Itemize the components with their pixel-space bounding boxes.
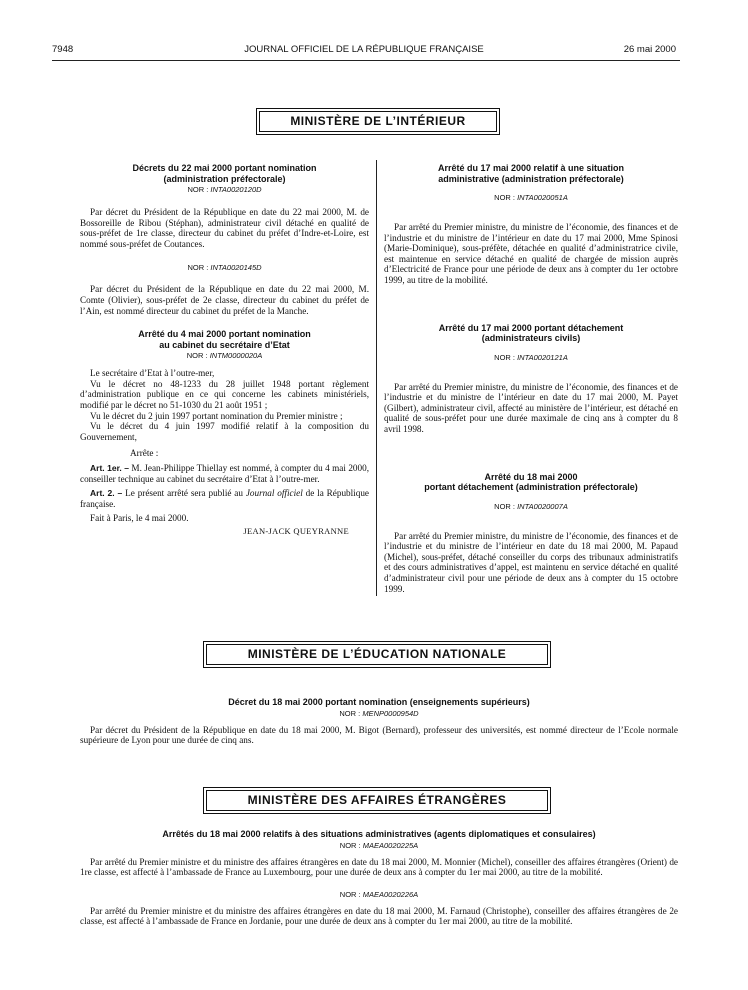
arrete-text: Par arrêté du Premier ministre, du ministre de l’économie, des finances et de l’industrie et du ministre de l’intérieur en date du 17 mai 2000, M. Payet (Gilbert), administrateur civil, affecté au ministère de l’intérieur, est détaché en qualité de sous-préfet pour une durée maximale de cinq ans à compter du 8 avril 1998. bbox=[384, 381, 678, 434]
column-divider bbox=[376, 160, 377, 596]
arrete-paragraph: Le secrétaire d’Etat à l’outre-mer, bbox=[90, 368, 215, 379]
arrete-title bbox=[384, 472, 678, 493]
arrete-title-line: au cabinet du secrétaire d’Etat bbox=[159, 339, 290, 350]
nor-reference: NOR : INTA0020145D bbox=[187, 263, 262, 273]
ministry-title: MINISTÈRE DES AFFAIRES ÉTRANGÈRES bbox=[206, 790, 548, 811]
arrete-text: Par arrêté du Premier ministre, du ministre de l’économie, des finances et de l’industrie et du ministre de l’intérieur en date du 17 mai 2000, Mme Spinosi (Marie-Dominique), sous-préfète, détachée en qualité d’administratrice civile, est maintenue en service détaché en qualité de chargée de mission auprès d’Electricité de France pour une période de deux ans à compter du 1er octobre 1999, au titre de la mobilité. bbox=[384, 222, 678, 285]
arrete-title-line: administrative (administration préfectorale) bbox=[438, 173, 624, 184]
article-1: Art. 1er. – M. Jean-Philippe Thiellay est nommé, à compter du 4 mai 2000, conseiller technique au cabinet du secrétaire d’Etat à l’outre-mer. bbox=[80, 462, 369, 484]
decree-text: Par décret du Président de la République en date du 18 mai 2000, M. Bigot (Bernard), professeur des universités, est nommé directeur de l’Ecole normale supérieure de Lyon pour une durée de cinq ans. bbox=[80, 724, 678, 746]
arrete-text: Par arrêté du Premier ministre, du ministre de l’économie, des finances et de l’industrie et du ministre de l’intérieur en date du 18 mai 2000, M. Papaud (Michel), sous-préfet, détaché conseiller du corps des tribunaux administratifs et des cours administratives d’appel, est maintenu en service détaché en qualité d’administrateur civil pour une période de deux ans à compter du 15 octobre 1999. bbox=[384, 530, 678, 594]
ministry-title: MINISTÈRE DE L’INTÉRIEUR bbox=[259, 111, 497, 132]
arrete-text: Par arrêté du Premier ministre et du ministre des affaires étrangères en date du 18 mai 2000, M. Monnier (Michel), conseiller des affaires étrangères (Orient) de 1re classe, est affecté à l’ambassade de France au Luxembourg, pour une durée de deux ans à compter du 1er mai 2000, au titre de la mobilité. bbox=[80, 856, 678, 878]
arrete-paragraph: Vu le décret du 2 juin 1997 portant nomination du Premier ministre ; bbox=[90, 410, 343, 421]
signature-name: JEAN-JACK QUEYRANNE bbox=[243, 525, 349, 536]
arrete-title-line: Arrêté du 17 mai 2000 portant détachement bbox=[438, 322, 624, 333]
nor-reference: NOR : INTA0020120D bbox=[187, 185, 262, 194]
decree-text: Par décret du Président de la République en date du 22 mai 2000, M. de Bossoreille de Ribou (Stéphan), administrateur civil détaché en qualité de sous-préfet de 1re classe, directeur du cabinet du préfet d’Indre-et-Loire, est nommé sous-préfet de Coutances. bbox=[80, 207, 369, 249]
education-section bbox=[80, 697, 678, 746]
arrete-title-line: (administrateurs civils) bbox=[481, 333, 581, 344]
arrete-paragraph: Vu le décret no 48-1233 du 28 juillet 1948 portant règlement d’administration publique en ce qui concerne les cabinets ministériels, modifié par le décret no 51-1030 du 21 août 1951 ; bbox=[80, 378, 369, 410]
decree-title-line: (administration préfectorale) bbox=[163, 173, 286, 184]
nor-reference: NOR : INTA0020121A bbox=[494, 352, 568, 362]
ministry-title: MINISTÈRE DE L’ÉDUCATION NATIONALE bbox=[206, 644, 548, 665]
etrangeres-section bbox=[80, 829, 678, 927]
arrete-title bbox=[384, 163, 678, 184]
nor-reference: NOR : MAEA0020225A bbox=[339, 840, 419, 850]
arrete-word: Arrête : bbox=[130, 448, 159, 459]
ministry-heading-education bbox=[203, 641, 551, 668]
left-column bbox=[80, 163, 369, 536]
arrete-title bbox=[384, 323, 678, 344]
decree-text: Par décret du Président de la République en date du 22 mai 2000, M. Comte (Olivier), sous-préfet de 2e classe, directeur du cabinet du préfet de l’Ain, est nommé directeur du cabinet du préfet de la Manche. bbox=[80, 284, 369, 316]
page-number: 7948 bbox=[52, 44, 74, 55]
arrete-title-line: Arrêté du 18 mai 2000 bbox=[484, 471, 578, 482]
ministry-heading-etrangeres bbox=[203, 787, 551, 814]
decree-title bbox=[80, 163, 369, 184]
nor-reference: NOR : MENP0000954D bbox=[339, 708, 419, 718]
arrete-title-line: portant détachement (administration préfectorale) bbox=[424, 482, 638, 493]
signing-place-date: Fait à Paris, le 4 mai 2000. bbox=[90, 513, 189, 524]
issue-date: 26 mai 2000 bbox=[623, 44, 676, 55]
arrete-paragraph: Vu le décret du 4 juin 1997 modifié relatif à la composition du Gouvernement, bbox=[80, 421, 369, 442]
arrete-title-line: Arrêté du 17 mai 2000 relatif à une situation bbox=[437, 163, 625, 173]
arrete-title-line: Arrêté du 4 mai 2000 portant nomination bbox=[138, 329, 311, 340]
article-2: Art. 2. – Le présent arrêté sera publié au Journal officiel de la République française. bbox=[80, 488, 369, 509]
header-rule bbox=[52, 60, 680, 61]
right-column bbox=[384, 163, 678, 594]
nor-reference: NOR : INTM0000020A bbox=[186, 351, 263, 361]
arrete-title bbox=[80, 329, 369, 350]
nor-reference: NOR : INTA0020051A bbox=[494, 193, 568, 202]
arrete-title: Arrêtés du 18 mai 2000 relatifs à des situations administratives (agents diplomatiques et consulaires) bbox=[162, 829, 596, 839]
nor-reference: NOR : INTA0020007A bbox=[494, 501, 568, 511]
ministry-heading-interieur bbox=[256, 108, 500, 135]
page-header bbox=[52, 44, 676, 58]
journal-title: JOURNAL OFFICIEL DE LA RÉPUBLIQUE FRANÇAISE bbox=[244, 44, 484, 55]
decree-title: Décret du 18 mai 2000 portant nomination (enseignements supérieurs) bbox=[228, 697, 530, 707]
arrete-text: Par arrêté du Premier ministre et du ministre des affaires étrangères en date du 18 mai 2000, M. Farnaud (Christophe), conseiller des affaires étrangères de 2e classe, est affecté à l’ambassade de France en Jordanie, pour une durée de deux ans à compter du 1er mai 2000, au titre de la mobilité. bbox=[80, 905, 678, 927]
nor-reference: NOR : MAEA0020226A bbox=[339, 889, 419, 899]
decree-title-line: Décrets du 22 mai 2000 portant nomination bbox=[132, 163, 317, 173]
